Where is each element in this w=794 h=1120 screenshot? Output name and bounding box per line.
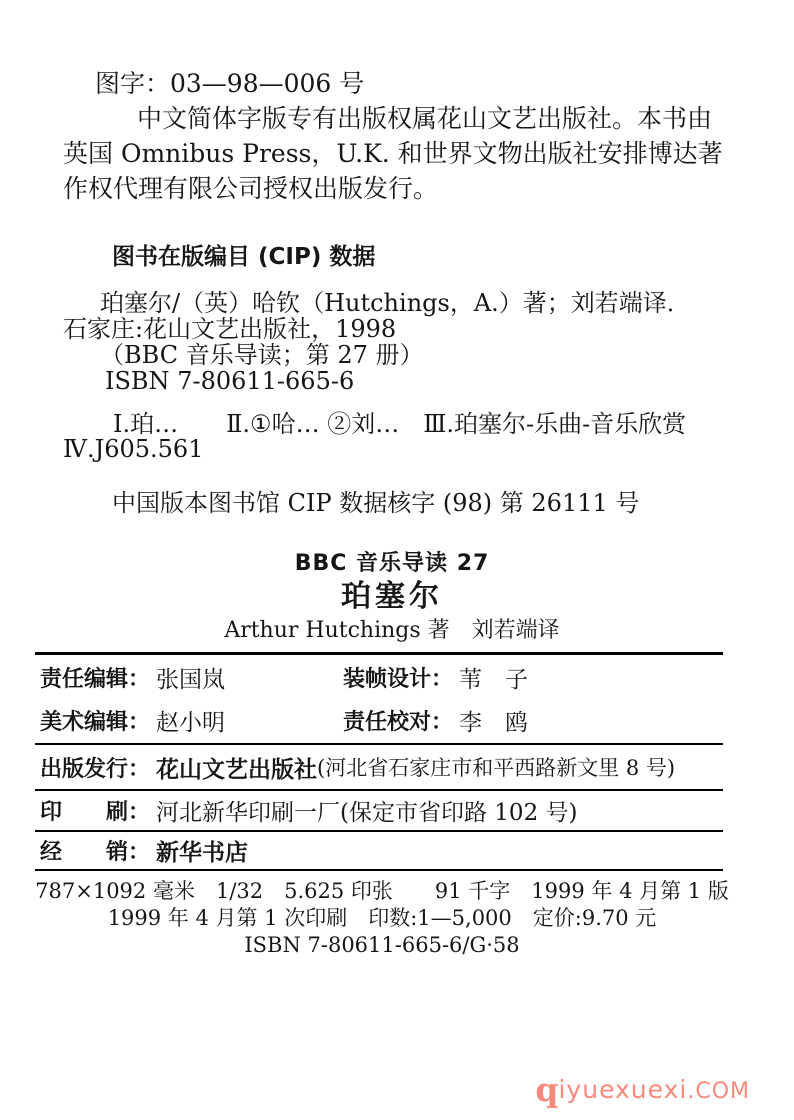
cip-entry: [63, 290, 754, 394]
cip-entry-line: （BBC 音乐导读；第 27 册）: [100, 341, 424, 369]
editor-rows: [35, 655, 723, 745]
credits-table: [35, 652, 723, 871]
byline: Arthur Hutchings 著 刘若端译: [224, 618, 560, 643]
credit-label: 出版发行：: [40, 756, 151, 782]
cip-class-line: Ⅳ.J605.561: [63, 435, 204, 463]
watermark-text: iyuexuexi: [558, 1075, 688, 1104]
cip-heading: 图书在版编目 (CIP) 数据: [112, 244, 376, 270]
series-name: BBC 音乐导读 27: [294, 551, 490, 576]
colophon: [10, 878, 754, 959]
cip-isbn: ISBN 7-80611-665-6: [105, 367, 355, 395]
watermark-domain: .COM: [687, 1079, 750, 1104]
credit-label: 经 销：: [40, 840, 151, 865]
credit-label: 责任校对：: [343, 710, 454, 735]
site-watermark: [535, 1070, 750, 1109]
print-specs-line: 1999 年 4 月第 1 次印刷 印数:1—5,000 定价:9.70 元: [107, 906, 657, 930]
book-title: 珀塞尔: [341, 579, 443, 614]
credit-label: 美术编辑：: [40, 710, 151, 735]
table-row-publisher: [35, 745, 723, 791]
license-line: 中文简体字版专有出版权属花山文艺出版社。本书由: [137, 104, 713, 133]
cip-classification: [63, 412, 754, 462]
credit-cell: [40, 704, 343, 737]
cip-entry-line: 石家庄:花山文艺出版社，1998: [63, 315, 397, 343]
credit-cell: [343, 704, 528, 737]
license-line: 作权代理有限公司授权出版发行。: [63, 174, 439, 203]
license-section: [63, 66, 739, 206]
credit-label: 印 刷：: [40, 800, 151, 825]
publisher-name: 花山文艺出版社: [156, 756, 318, 783]
table-row-distributor: [35, 832, 723, 871]
credit-cell: [40, 661, 343, 694]
table-row: [35, 699, 723, 742]
table-row-printer: [35, 791, 723, 832]
distributor-name: 新华书店: [156, 840, 249, 866]
print-specs-line: 787×1092 毫米 1/32 5.625 印张 91 千字 1999 年 4 月第 1 版: [35, 879, 729, 903]
table-row: [35, 656, 723, 699]
license-line: 英国 Omnibus Press，U.K. 和世界文物出版社安排博达著: [63, 139, 723, 168]
credit-value: 张国岚: [156, 667, 226, 693]
publisher-address: (河北省石家庄市和平西路新文里 8 号): [317, 756, 676, 780]
credit-label: 装帧设计：: [343, 667, 454, 692]
cip-record-number: 中国版本图书馆 CIP 数据核字 (98) 第 26111 号: [112, 489, 640, 517]
cip-entry-line: 珀塞尔/（英）哈钦（Hutchings，A.）著；刘若端译．: [100, 289, 691, 317]
watermark-initial: q: [535, 1070, 559, 1109]
credit-cell: [343, 661, 528, 694]
credit-value: 赵小明: [156, 710, 226, 736]
cip-class-line: Ⅰ.珀… Ⅱ.①哈… ②刘… Ⅲ.珀塞尔-乐曲-音乐欣赏: [113, 410, 687, 438]
isbn-price-line: ISBN 7-80611-665-6/G·58: [244, 933, 520, 957]
printer-name: 河北新华印刷一厂(保定市省印路 102 号): [156, 800, 578, 826]
registration-number: 图字：03—98—006 号: [95, 69, 365, 98]
credit-value: 苇 子: [459, 667, 529, 693]
credit-label: 责任编辑：: [40, 667, 151, 692]
credit-value: 李 鸥: [459, 710, 529, 736]
title-block: [0, 550, 784, 646]
